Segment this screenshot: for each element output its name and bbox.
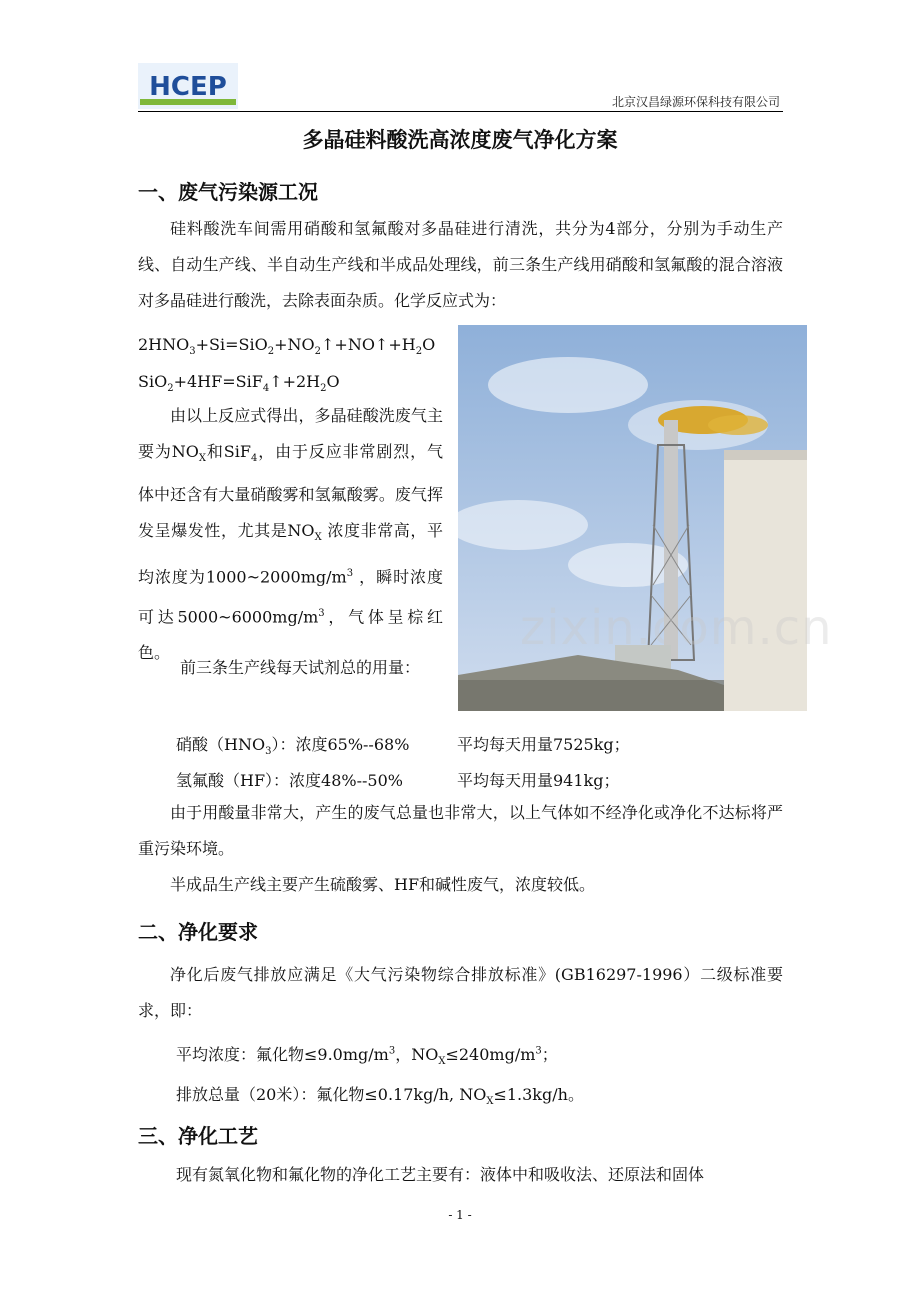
usage-hf-name: 氢氟酸（HF）：浓度48%--50% (176, 771, 403, 790)
section2-para1: 净化后废气排放应满足《大气污染物综合排放标准》(GB16297-1996）二级标准要求，即： (138, 965, 783, 1020)
section2-avg: 平均浓度：氟化物$\le 9.0mg/m^3$，$NO_X\le 240mg/m^3$； (176, 1045, 558, 1068)
section1-intro (138, 211, 783, 319)
intro-text: 硅料酸洗车间需用硝酸和氢氟酸对多晶硅进行清洗，共分为4部分，分别为手动生产线、自动生产线、半自动生产线和半成品处理线，前三条生产线用硝酸和氢氟酸的混合溶液对多晶硅进行酸洗，去除表面杂质。化学反应式为： (138, 219, 783, 310)
section-heading-3: 三、净化工艺 (138, 1124, 258, 1148)
usage-nitric-amount: 平均每天用量7525kg； (457, 735, 630, 754)
section2-total: 排放总量（20米）：氟化物≤0.17kg/h, $NO_X\le 1.3kg/h$。 (176, 1085, 584, 1108)
usage-nitric-name: 硝酸$(HNO_3)$：浓度65%--68% (176, 735, 410, 758)
company-logo (138, 63, 238, 109)
section1-para5: 半成品生产线主要产生硫酸雾、HF和碱性废气，浓度较低。 (170, 875, 596, 894)
header-divider (138, 111, 783, 112)
section-heading-2: 二、净化要求 (138, 920, 258, 944)
section1-para3: 前三条生产线每天试剂总的用量： (180, 658, 421, 677)
usage-hf-amount: 平均每天用量941kg； (457, 771, 620, 790)
equation-2: $SiO_2+4HF=SiF_4↑+2H_2O$ (138, 372, 340, 395)
page-number: - 1 - (448, 1208, 472, 1222)
document-title: 多晶硅料酸洗高浓度废气净化方案 (302, 128, 618, 152)
logo-text: HCEP (149, 72, 227, 102)
equation-1: $2HNO_3+Si=SiO_2+NO_2↑+NO↑+H_2O$ (138, 335, 436, 358)
section1-para4: 由于用酸量非常大，产生的废气总量也非常大，以上气体如不经净化或净化不达标将严重污染环境。 (138, 803, 783, 858)
watermark: zixin.com.cn (520, 600, 833, 656)
section3-para1: 现有氮氧化物和氟化物的净化工艺主要有：液体中和吸收法、还原法和固体 (176, 1165, 705, 1184)
section-heading-1: 一、废气污染源工况 (138, 180, 318, 204)
section1-para2: 由以上反应式得出，多晶硅酸洗废气主要为$NO_X$和SiF$_4$，由于反应非常剧烈，气体中还含有大量硝酸雾和氢氟酸雾。废气挥发呈爆发性，尤其是$NO_X$ 浓度非常高，平均浓度为$1000\sim 2000mg/m^3$ ，瞬时浓度可达$5000\sim 6000mg/m^3$，气体呈棕红色。 (138, 406, 443, 663)
company-name: 北京汉昌绿源环保科技有限公司 (611, 95, 780, 109)
